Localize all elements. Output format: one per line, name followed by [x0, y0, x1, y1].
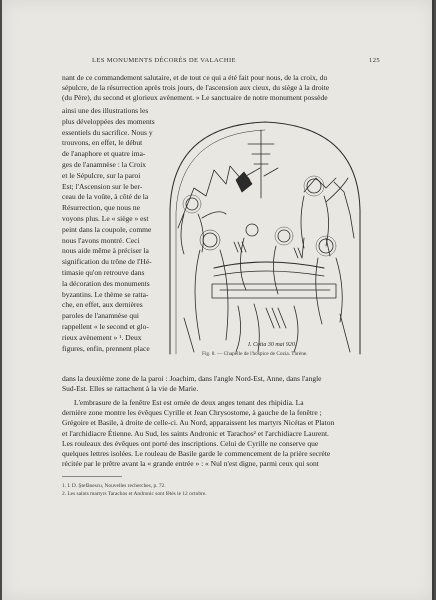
- text-line: de l'anaphore et quatre ima-: [62, 149, 146, 159]
- text-line: ainsi une des illustrations les: [62, 106, 149, 115]
- page-number: 125: [369, 57, 380, 64]
- text-line: rieux avènement » ¹. Deux: [62, 332, 142, 342]
- text-line: dans la deuxième zone de la paroi : Joachim, dans l'angle Nord-Est, Anne, dans l'angle: [62, 374, 322, 383]
- text-line: nous aide même à préciser la: [62, 246, 149, 256]
- artist-signature: I. Cotia 30 mai 920.: [248, 342, 297, 348]
- text-line: L'embrasure de la fenêtre Est est ornée de deux anges tenant des rhipidia. La: [74, 398, 304, 407]
- text-line: et le Sépulcre, sur la paroi: [62, 170, 141, 180]
- text-line: (du Père), du second et glorieux avènement. » Le sanctuaire de notre monument possède: [62, 93, 328, 102]
- figure-caption: Fig. 8. — Chapelle de l'hospice de Cozia. Thrène.: [202, 351, 308, 357]
- text-line: Sud-Est. Elles se rattachent à la vie de Marie.: [62, 384, 199, 393]
- text-line: plus développées des moments: [62, 116, 155, 126]
- text-line: essentiels du sacrifice. Nous y: [62, 127, 153, 137]
- document-page: [2, 0, 434, 600]
- text-line: voyons plus. Le « siège » est: [62, 214, 149, 223]
- text-line: Grégoire et Basile, à droite de celle-ci. Au Nord, apparaissent les martyrs Nicétas et Platon: [62, 418, 335, 428]
- text-line: che, en effet, aux dernières: [62, 300, 143, 310]
- text-line: ceau de la voûte, à côté de la: [62, 192, 149, 202]
- text-line: récitée par le prêtre avant la « grande entrée » : « Nul n'est digne, parmi ceux qui sont: [62, 459, 319, 469]
- fresco-drawing-lamentation: [154, 118, 376, 358]
- text-line: trouvons, en effet, le début: [62, 138, 143, 148]
- text-line: nant de ce commandement salutaire, et de tout ce qui a été fait pour nous, de la croix, du: [62, 73, 328, 82]
- text-line: la décoration des monuments: [62, 278, 150, 288]
- text-line: rappellent « le second et glo-: [62, 322, 149, 331]
- text-line: nous l'avons montré. Ceci: [62, 235, 140, 245]
- footnote: 1. I. D. Ştefănescu, Nouvelles recherches, p. 72.: [62, 483, 166, 489]
- footnote-rule: [62, 476, 122, 477]
- text-line: sépulcre, de la résurrection après trois jours, de l'ascension aux cieux, du siège à la droite: [62, 83, 330, 92]
- text-line: figures, enfin, prennent place: [62, 343, 150, 353]
- text-line: signification du trône de l'Hé-: [62, 257, 152, 267]
- footnotes: [62, 482, 207, 499]
- footnote: 2. Les saints martyrs Tarachos et Andronic sont fêtés le 12 octobre.: [62, 491, 207, 498]
- text-line: peint dans la coupole, comme: [62, 224, 152, 234]
- text-line: dernière zone montre les évêques Cyrille et Jean Chrysostome, à gauche de la fenêtre ;: [62, 408, 322, 418]
- text-line: quelques lettres isolées. Le rouleau de Basile garde le commencement de la prière secrète: [62, 449, 331, 458]
- text-line: Les rouleaux des évêques ont porté des inscriptions. Celui de Cyrille ne conserve que: [62, 438, 319, 448]
- text-line: byzantins. Le thème se ratta-: [62, 289, 149, 299]
- text-line: et l'archidiacre Étienne. Au Sud, les saints Andronic et Tarachos² et l'archidiacre Laurent.: [62, 428, 329, 438]
- page-edge: [432, 0, 434, 600]
- header-title: LES MONUMENTS DÉCORÉS DE VALACHIE: [92, 57, 236, 64]
- text-line: Est; l'Ascension sur le ber-: [62, 181, 143, 191]
- text-line: ges de l'anamnèse : la Croix: [62, 160, 147, 169]
- text-line: timasie qu'on retrouve dans: [62, 268, 145, 277]
- text-line: Résurrection, que nous ne: [62, 203, 140, 213]
- text-line: paroles de l'anamnèse qui: [62, 311, 139, 321]
